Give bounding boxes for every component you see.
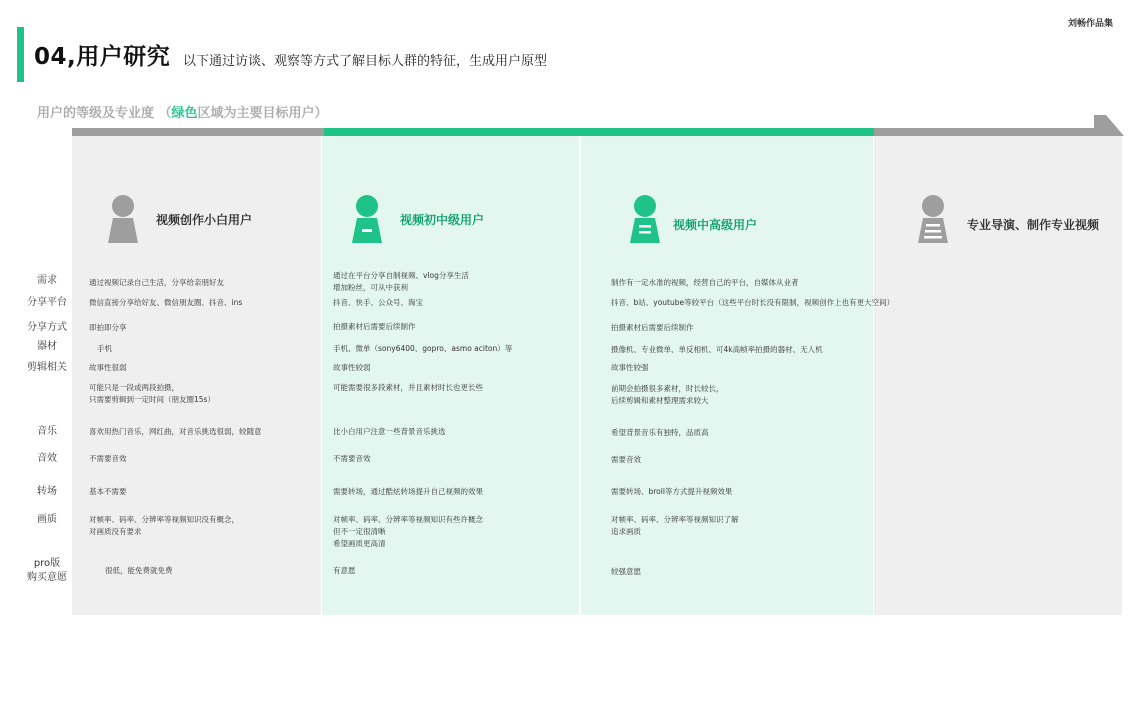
cell-beginner-transition: 基本不需要 [89,487,127,496]
row-label-method: 分享方式 [27,322,67,333]
cell-advanced-sfx: 需要音效 [611,455,641,464]
persona-name-intermediate: 视频初中级用户 [400,213,485,227]
person-green-icon [630,195,660,243]
cell-intermediate-music: 比小白用户注意一些背景音乐挑选 [333,427,446,436]
column-advanced [581,136,873,615]
row-label-pro: pro版 购买意愿 [27,558,67,583]
cell-beginner-platform: 微信直接分享给好友、微信朋友圈、抖音、ins [89,298,243,307]
cell-intermediate-pro: 有意愿 [333,566,356,575]
person-green-icon [352,195,382,243]
cell-advanced-method: 拍摄素材后需要后续制作 [611,323,694,332]
persona-name-professional: 专业导演、制作专业视频 [967,218,1100,232]
row-label-transition: 转场 [37,486,57,497]
cell-intermediate-editing-detail: 可能需要很多段素材，并且素材时长也更长些 [333,383,483,392]
cell-beginner-editing: 故事性很弱 [89,363,127,372]
level-suffix: 区域为主要目标用户） [197,106,328,121]
cell-beginner-method: 即拍即分享 [89,323,127,332]
arrow-head-icon [1094,115,1124,137]
cell-advanced-editing: 故事性较强 [611,363,649,372]
accent-bar [17,27,24,82]
cell-intermediate-transition: 需要转场，通过酷炫转场提升自己视频的效果 [333,487,483,496]
row-label-equipment: 器材 [37,341,57,352]
cell-intermediate-equipment: 手机、微单（sony6400、gopro、asmo aciton）等 [333,344,513,353]
cell-beginner-quality: 对帧率、码率、分辨率等视频知识没有概念， 对画质没有要求 [89,515,239,536]
row-label-need: 需求 [37,275,57,286]
persona-name-advanced: 视频中高级用户 [673,218,758,232]
cell-beginner-equipment: 手机 [97,344,112,353]
cell-intermediate-platform: 抖音、快手、公众号、淘宝 [333,298,423,307]
row-label-editing: 剪辑相关 [27,362,67,373]
row-label-quality: 画质 [37,514,57,525]
page-subtitle: 以下通过访谈、观察等方式了解目标人群的特征，生成用户原型 [183,54,548,69]
person-grey-icon [108,195,138,243]
arrow-segment-grey-left [72,128,324,136]
cell-advanced-pro: 较强意愿 [611,567,641,576]
cell-beginner-music: 喜欢用热门音乐，网红曲，对音乐挑选很弱，较随意 [89,427,262,436]
cell-advanced-music: 希望背景音乐有独特，品质高 [611,428,709,437]
level-green-word: 绿色 [171,106,198,121]
cell-intermediate-method: 拍摄素材后需要后续制作 [333,322,416,331]
cell-advanced-editing-detail: 前期会拍摄很多素材，时长较长， 后续剪辑和素材整理需求较大 [611,384,724,405]
persona-name-beginner: 视频创作小白用户 [156,213,253,227]
arrow-segment-grey-right [874,128,1096,136]
author-name: 刘畅作品集 [1067,19,1113,29]
arrow-segment-green [324,128,874,136]
cell-beginner-sfx: 不需要音效 [89,454,127,463]
cell-advanced-need: 制作有一定水准的视频，经营自己的平台，自媒体从业者 [611,278,799,287]
cell-advanced-platform: 抖音、b站、youtube等较平台（这些平台时长没有限制，视频创作上也有更大空间） [611,298,895,307]
row-label-sfx: 音效 [37,453,57,464]
person-grey-icon [918,195,948,243]
level-caption [37,102,328,121]
cell-intermediate-need: 通过在平台分享自制视频、vlog分享生活 增加粉丝，可从中获利 [333,271,469,292]
cell-beginner-need: 通过视频记录自己生活，分享给亲朋好友 [89,278,224,287]
cell-advanced-quality: 对帧率、码率、分辨率等视频知识了解 追求画质 [611,515,739,536]
cell-beginner-editing-detail: 可能只是一段或两段拍摄， 只需要剪辑到一定时间（朋友圈15s） [89,383,215,404]
cell-advanced-transition: 需要转场、broll等方式提升视频效果 [611,487,733,496]
row-label-music: 音乐 [37,426,57,437]
level-prefix: 用户的等级及专业度 （ [37,106,172,121]
cell-intermediate-sfx: 不需要音效 [333,454,371,463]
cell-intermediate-editing: 故事性较弱 [333,363,371,372]
page-title: 04,用户研究 [34,44,171,70]
column-professional [874,136,1122,615]
row-label-platform: 分享平台 [27,297,67,308]
cell-beginner-pro: 很低，能免费就免费 [105,566,173,575]
cell-advanced-equipment: 摄像机、专业微单、单反相机、可4k高帧率拍摄的器材、无人机 [611,345,823,354]
cell-intermediate-quality: 对帧率、码率、分辨率等视频知识有些许概念 但不一定很清晰 希望画质更高清 [333,515,483,548]
